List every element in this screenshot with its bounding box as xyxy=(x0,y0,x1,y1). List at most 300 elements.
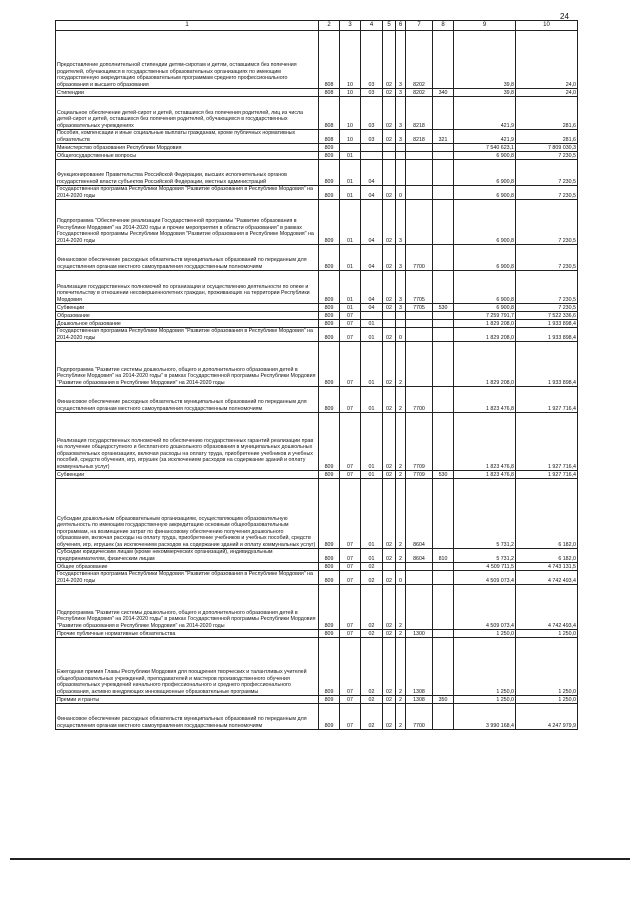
row-cell-c5: 02 xyxy=(383,549,396,563)
header-cell: 2 xyxy=(319,21,340,31)
row-cell-c3: 01 xyxy=(340,160,361,186)
row-cell-c9: 4 509 073,4 xyxy=(454,585,516,630)
row-cell-c4: 01 xyxy=(361,479,383,549)
row-cell-c10: 4 742 493,4 xyxy=(516,571,578,585)
row-cell-c3: 07 xyxy=(340,328,361,342)
row-cell-c3: 10 xyxy=(340,97,361,130)
row-cell-c4 xyxy=(361,312,383,320)
row-cell-c9: 7 259 791,7 xyxy=(454,312,516,320)
row-cell-c5: 02 xyxy=(383,31,396,89)
row-name-cell: Субвенции xyxy=(56,304,319,312)
row-cell-c4 xyxy=(361,152,383,160)
row-name-cell: Общее образование xyxy=(56,563,319,571)
row-cell-c4: 01 xyxy=(361,387,383,413)
header-cell: 3 xyxy=(340,21,361,31)
row-name-cell: Социальное обеспечение детей-сирот и детей, оставшихся без попечения родителей, лиц из числа детей-сирот и детей, оставшихся без попечения родителей, обучающихся в государственных образовательных учреждениях xyxy=(56,97,319,130)
row-cell-c3: 07 xyxy=(340,696,361,704)
row-cell-c6 xyxy=(396,144,406,152)
table-row xyxy=(56,571,578,585)
row-cell-c3: 01 xyxy=(340,200,361,245)
row-cell-c5 xyxy=(383,320,396,328)
row-cell-c2: 809 xyxy=(319,312,340,320)
row-cell-c8: 530 xyxy=(433,471,454,479)
row-cell-c4: 04 xyxy=(361,304,383,312)
row-cell-c9: 1 829 208,0 xyxy=(454,342,516,387)
row-name-cell: Стипендии xyxy=(56,89,319,97)
row-cell-c3: 01 xyxy=(340,271,361,304)
row-cell-c6: 3 xyxy=(396,271,406,304)
row-cell-c10: 24,0 xyxy=(516,31,578,89)
row-cell-c5: 02 xyxy=(383,186,396,200)
row-cell-c7 xyxy=(406,152,433,160)
row-cell-c6: 3 xyxy=(396,31,406,89)
row-cell-c9: 1 829 208,0 xyxy=(454,320,516,328)
row-cell-c6: 2 xyxy=(396,704,406,730)
row-cell-c10: 1 933 898,4 xyxy=(516,320,578,328)
row-cell-c6: 2 xyxy=(396,479,406,549)
row-cell-c8: 340 xyxy=(433,89,454,97)
row-cell-c8 xyxy=(433,563,454,571)
header-cell: 1 xyxy=(56,21,319,31)
row-cell-c2: 809 xyxy=(319,245,340,271)
row-cell-c7: 8202 xyxy=(406,31,433,89)
row-name-cell: Ежегодная премия Главы Республики Мордовия для поощрения творческих и талантливых учителей общеобразовательных учреждений, преподавателей и мастеров производственного обучения образовательных учреждений начального профессионального и среднего профессионального образования, активно внедряющих инновационные образовательные программы xyxy=(56,638,319,696)
row-cell-c5: 02 xyxy=(383,704,396,730)
row-name-cell: Государственная программа Республики Мордовия "Развитие образования в Республике Мордовия" на 2014-2020 годы xyxy=(56,328,319,342)
row-cell-c8 xyxy=(433,160,454,186)
row-cell-c3: 07 xyxy=(340,571,361,585)
row-cell-c6: 2 xyxy=(396,387,406,413)
row-cell-c4: 01 xyxy=(361,413,383,471)
header-cell: 8 xyxy=(433,21,454,31)
row-cell-c8 xyxy=(433,144,454,152)
row-cell-c3: 07 xyxy=(340,630,361,638)
row-cell-c7 xyxy=(406,328,433,342)
table-row xyxy=(56,342,578,387)
row-cell-c7: 7705 xyxy=(406,271,433,304)
header-cell: 7 xyxy=(406,21,433,31)
budget-table xyxy=(55,20,578,730)
row-name-cell: Предоставление дополнительной стипендии детям-сиротам и детям, оставшимся без попечения родителей, обучающимся в государственных образовательных организациях по имеющим государственную аккредитацию образовательным программам среднего профессионального образования и высшего образования xyxy=(56,31,319,89)
row-cell-c6: 2 xyxy=(396,585,406,630)
row-cell-c4: 02 xyxy=(361,704,383,730)
row-name-cell: Государственная программа Республики Мордовия "Развитие образования в Республике Мордовия" на 2014-2020 годы xyxy=(56,186,319,200)
row-cell-c7: 7700 xyxy=(406,704,433,730)
row-cell-c2: 809 xyxy=(319,144,340,152)
row-cell-c8 xyxy=(433,704,454,730)
row-cell-c4: 04 xyxy=(361,160,383,186)
row-cell-c4: 01 xyxy=(361,549,383,563)
row-cell-c7: 8604 xyxy=(406,479,433,549)
row-cell-c8 xyxy=(433,342,454,387)
row-cell-c8: 321 xyxy=(433,130,454,144)
header-cell: 4 xyxy=(361,21,383,31)
row-cell-c3: 07 xyxy=(340,387,361,413)
row-cell-c4: 01 xyxy=(361,320,383,328)
row-cell-c5 xyxy=(383,152,396,160)
row-cell-c2: 809 xyxy=(319,571,340,585)
row-cell-c10: 1 927 716,4 xyxy=(516,471,578,479)
row-cell-c4 xyxy=(361,144,383,152)
row-name-cell: Подпрограмма "Развитие системы дошкольного, общего и дополнительного образования детей в Республике Мордовия" на 2014-2020 годы" в рамках Государственной программы Республики Мордовия "Развитие образования в Республике Мордовия" на 2014-2020 годы xyxy=(56,585,319,630)
row-cell-c7 xyxy=(406,186,433,200)
table-row xyxy=(56,160,578,186)
row-cell-c4: 03 xyxy=(361,31,383,89)
table-row xyxy=(56,479,578,549)
row-cell-c9: 7 540 623,1 xyxy=(454,144,516,152)
table-row xyxy=(56,563,578,571)
row-cell-c8 xyxy=(433,186,454,200)
row-cell-c2: 809 xyxy=(319,638,340,696)
table-row xyxy=(56,144,578,152)
row-cell-c2: 809 xyxy=(319,342,340,387)
row-cell-c10: 7 230,5 xyxy=(516,200,578,245)
row-cell-c10: 7 230,5 xyxy=(516,304,578,312)
table-row xyxy=(56,387,578,413)
row-cell-c3: 07 xyxy=(340,312,361,320)
row-cell-c4: 04 xyxy=(361,245,383,271)
row-cell-c3: 01 xyxy=(340,186,361,200)
row-cell-c5: 02 xyxy=(383,342,396,387)
row-cell-c6: 2 xyxy=(396,342,406,387)
table-row xyxy=(56,320,578,328)
table-row xyxy=(56,152,578,160)
row-cell-c3: 07 xyxy=(340,549,361,563)
row-cell-c4: 03 xyxy=(361,97,383,130)
row-cell-c5 xyxy=(383,144,396,152)
row-cell-c10: 24,0 xyxy=(516,89,578,97)
row-cell-c10: 1 933 898,4 xyxy=(516,328,578,342)
row-cell-c5: 02 xyxy=(383,245,396,271)
row-cell-c9: 39,8 xyxy=(454,89,516,97)
row-cell-c2: 809 xyxy=(319,152,340,160)
row-cell-c9: 1 250,0 xyxy=(454,630,516,638)
row-cell-c5: 02 xyxy=(383,200,396,245)
row-name-cell: Образование xyxy=(56,312,319,320)
row-cell-c10: 1 250,0 xyxy=(516,638,578,696)
row-cell-c3: 07 xyxy=(340,413,361,471)
row-cell-c2: 809 xyxy=(319,160,340,186)
row-cell-c3: 07 xyxy=(340,471,361,479)
row-cell-c5: 02 xyxy=(383,638,396,696)
header-cell: 10 xyxy=(516,21,578,31)
row-cell-c5: 02 xyxy=(383,413,396,471)
row-cell-c8 xyxy=(433,630,454,638)
row-cell-c5: 02 xyxy=(383,89,396,97)
row-cell-c6: 3 xyxy=(396,245,406,271)
row-cell-c6 xyxy=(396,152,406,160)
row-name-cell: Финансовое обеспечение расходных обязательств муниципальных образований по переданным для осуществления органам местного самоуправления государственным полномочиям xyxy=(56,245,319,271)
row-cell-c6: 0 xyxy=(396,186,406,200)
row-cell-c4: 02 xyxy=(361,638,383,696)
row-cell-c6: 3 xyxy=(396,130,406,144)
row-cell-c9: 39,8 xyxy=(454,31,516,89)
row-cell-c10: 7 230,5 xyxy=(516,152,578,160)
table-row xyxy=(56,630,578,638)
row-cell-c2: 809 xyxy=(319,320,340,328)
row-name-cell: Государственная программа Республики Мордовия "Развитие образования в Республике Мордовия" на 2014-2020 годы xyxy=(56,571,319,585)
row-cell-c4: 02 xyxy=(361,630,383,638)
row-cell-c7: 8218 xyxy=(406,130,433,144)
row-cell-c10: 1 933 898,4 xyxy=(516,342,578,387)
row-cell-c8 xyxy=(433,479,454,549)
row-cell-c7: 1308 xyxy=(406,696,433,704)
row-cell-c3: 01 xyxy=(340,304,361,312)
row-cell-c6: 0 xyxy=(396,328,406,342)
row-cell-c9: 6 900,8 xyxy=(454,271,516,304)
row-cell-c10: 4 743 131,5 xyxy=(516,563,578,571)
row-cell-c6: 3 xyxy=(396,97,406,130)
table-row xyxy=(56,328,578,342)
row-cell-c8 xyxy=(433,320,454,328)
row-cell-c5: 02 xyxy=(383,479,396,549)
row-cell-c6 xyxy=(396,312,406,320)
row-cell-c5: 02 xyxy=(383,130,396,144)
table-row xyxy=(56,585,578,630)
row-cell-c7 xyxy=(406,585,433,630)
row-cell-c2: 809 xyxy=(319,200,340,245)
row-cell-c3: 07 xyxy=(340,320,361,328)
row-cell-c7 xyxy=(406,320,433,328)
row-cell-c7: 7705 xyxy=(406,304,433,312)
table-row xyxy=(56,97,578,130)
row-cell-c8 xyxy=(433,328,454,342)
row-cell-c2: 808 xyxy=(319,31,340,89)
row-name-cell: Субвенции xyxy=(56,471,319,479)
row-cell-c4: 04 xyxy=(361,271,383,304)
row-cell-c3: 07 xyxy=(340,638,361,696)
table-row xyxy=(56,304,578,312)
row-cell-c2: 809 xyxy=(319,413,340,471)
row-cell-c9: 1 250,0 xyxy=(454,638,516,696)
row-cell-c9: 1 250,0 xyxy=(454,696,516,704)
row-cell-c8 xyxy=(433,152,454,160)
row-cell-c8 xyxy=(433,413,454,471)
header-cell: 6 xyxy=(396,21,406,31)
row-cell-c3: 07 xyxy=(340,342,361,387)
table-row xyxy=(56,186,578,200)
header-cell: 5 xyxy=(383,21,396,31)
row-name-cell: Дошкольное образование xyxy=(56,320,319,328)
row-cell-c2: 809 xyxy=(319,387,340,413)
row-cell-c8: 530 xyxy=(433,304,454,312)
row-cell-c2: 809 xyxy=(319,696,340,704)
row-cell-c10: 1 250,0 xyxy=(516,630,578,638)
row-cell-c7: 7709 xyxy=(406,471,433,479)
table-row xyxy=(56,704,578,730)
row-cell-c7: 1308 xyxy=(406,638,433,696)
budget-table-sheet xyxy=(55,20,577,730)
row-cell-c10: 6 182,0 xyxy=(516,479,578,549)
row-name-cell: Прочие публичные нормативные обязательства xyxy=(56,630,319,638)
row-name-cell: Субсидии дошкольным образовательным организациям, осуществляющим образовательную деятельность по имеющим государственную аккредитацию основным общеобразовательным программам, на возмещение затрат по финансовому обеспечению получения дошкольного образования, включая расходы на оплату труда, приобретение учебников и учебных пособий, средств обучения, игр, игрушек (за исключением расходов на содержание зданий и оплату коммунальных услуг) xyxy=(56,479,319,549)
row-cell-c6: 2 xyxy=(396,638,406,696)
row-cell-c3: 10 xyxy=(340,130,361,144)
table-row xyxy=(56,549,578,563)
row-cell-c6: 2 xyxy=(396,549,406,563)
row-cell-c8 xyxy=(433,271,454,304)
row-cell-c8 xyxy=(433,200,454,245)
table-row xyxy=(56,413,578,471)
row-cell-c6: 3 xyxy=(396,304,406,312)
row-cell-c9: 1 823 476,8 xyxy=(454,413,516,471)
row-cell-c3: 10 xyxy=(340,31,361,89)
row-cell-c7: 7700 xyxy=(406,387,433,413)
row-cell-c9: 1 823 476,8 xyxy=(454,387,516,413)
row-cell-c2: 809 xyxy=(319,585,340,630)
row-name-cell: Реализация государственных полномочий по обеспечению государственных гарантий реализации прав на получение общедоступного и бесплатного дошкольного образования в муниципальных дошкольных образовательных организациях, включая расходы на оплату труда, приобретение учебников и учебных пособий, средств обучения, игр, игрушек (за исключением расходов на содержание зданий и оплату коммунальных услуг) xyxy=(56,413,319,471)
row-cell-c4: 03 xyxy=(361,89,383,97)
row-cell-c5: 02 xyxy=(383,387,396,413)
row-cell-c7 xyxy=(406,342,433,387)
row-cell-c8 xyxy=(433,387,454,413)
row-cell-c8 xyxy=(433,312,454,320)
row-cell-c7: 1300 xyxy=(406,630,433,638)
row-cell-c9: 5 731,2 xyxy=(454,549,516,563)
row-cell-c5: 02 xyxy=(383,471,396,479)
row-cell-c2: 808 xyxy=(319,130,340,144)
row-cell-c10: 7 230,5 xyxy=(516,271,578,304)
row-cell-c5 xyxy=(383,312,396,320)
row-name-cell: Премии и гранты xyxy=(56,696,319,704)
row-cell-c7 xyxy=(406,200,433,245)
row-cell-c2: 808 xyxy=(319,97,340,130)
row-cell-c4: 02 xyxy=(361,585,383,630)
row-cell-c5 xyxy=(383,563,396,571)
row-name-cell: Пособия, компенсации и иные социальные выплаты гражданам, кроме публичных нормативных обязательств xyxy=(56,130,319,144)
row-cell-c10: 7 522 336,6 xyxy=(516,312,578,320)
row-cell-c8 xyxy=(433,571,454,585)
table-row xyxy=(56,89,578,97)
table-row xyxy=(56,696,578,704)
row-cell-c10: 7 809 030,3 xyxy=(516,144,578,152)
row-cell-c9: 1 829 208,0 xyxy=(454,328,516,342)
row-cell-c4: 03 xyxy=(361,130,383,144)
row-cell-c5: 02 xyxy=(383,696,396,704)
row-cell-c3: 01 xyxy=(340,245,361,271)
row-cell-c3: 07 xyxy=(340,563,361,571)
row-cell-c3 xyxy=(340,144,361,152)
row-cell-c7 xyxy=(406,312,433,320)
row-cell-c7: 8202 xyxy=(406,89,433,97)
row-cell-c10: 7 230,5 xyxy=(516,186,578,200)
row-cell-c8: 810 xyxy=(433,549,454,563)
row-name-cell: Подпрограмма "Обеспечение реализации Государственной программы "Развитие образования в Республике Мордовия" на 2014-2020 годы и прочие мероприятия в области образования" в рамках Государственной программы Республики Мордовия "Развитие образования в Республике Мордовия" на 2014-2020 годы xyxy=(56,200,319,245)
row-cell-c9: 6 900,8 xyxy=(454,245,516,271)
row-cell-c5: 02 xyxy=(383,630,396,638)
row-cell-c8 xyxy=(433,31,454,89)
row-name-cell: Финансовое обеспечение расходных обязательств муниципальных образований по переданным для осуществления органам местного самоуправления государственным полномочиям xyxy=(56,704,319,730)
row-cell-c8 xyxy=(433,638,454,696)
table-row xyxy=(56,200,578,245)
page-number: 24 xyxy=(560,12,569,21)
row-cell-c9: 6 900,8 xyxy=(454,304,516,312)
row-cell-c4: 01 xyxy=(361,471,383,479)
row-cell-c10: 1 250,0 xyxy=(516,696,578,704)
row-cell-c9: 421,9 xyxy=(454,97,516,130)
row-name-cell: Финансовое обеспечение расходных обязательств муниципальных образований по переданным для осуществления органам местного самоуправления государственным полномочиям xyxy=(56,387,319,413)
row-cell-c6: 2 xyxy=(396,630,406,638)
row-cell-c6: 3 xyxy=(396,89,406,97)
row-cell-c4: 02 xyxy=(361,563,383,571)
row-cell-c3: 10 xyxy=(340,89,361,97)
row-cell-c2: 809 xyxy=(319,630,340,638)
row-cell-c7: 7709 xyxy=(406,413,433,471)
row-name-cell: Министерство образования Республики Мордовия xyxy=(56,144,319,152)
row-cell-c5: 02 xyxy=(383,328,396,342)
row-cell-c6: 2 xyxy=(396,413,406,471)
row-cell-c5: 02 xyxy=(383,585,396,630)
row-cell-c4: 04 xyxy=(361,186,383,200)
row-cell-c10: 7 230,5 xyxy=(516,245,578,271)
row-cell-c4: 01 xyxy=(361,328,383,342)
row-cell-c2: 809 xyxy=(319,328,340,342)
row-cell-c6 xyxy=(396,160,406,186)
row-cell-c7: 8218 xyxy=(406,97,433,130)
row-name-cell: Подпрограмма "Развитие системы дошкольного, общего и дополнительного образования детей в Республике Мордовия" на 2014-2020 годы" в рамках Государственной программы Республики Мордовия "Развитие образования в Республике Мордовия" на 2014-2020 годы xyxy=(56,342,319,387)
row-cell-c7 xyxy=(406,144,433,152)
row-cell-c6 xyxy=(396,563,406,571)
row-cell-c8 xyxy=(433,585,454,630)
row-name-cell: Субсидии юридическим лицам (кроме некоммерческих организаций), индивидуальным предпринимателям, физическим лицам xyxy=(56,549,319,563)
row-cell-c10: 4 247 979,9 xyxy=(516,704,578,730)
row-name-cell: Общегосударственные вопросы xyxy=(56,152,319,160)
row-cell-c6: 2 xyxy=(396,696,406,704)
row-cell-c4: 02 xyxy=(361,696,383,704)
row-cell-c10: 1 927 716,4 xyxy=(516,387,578,413)
row-cell-c6: 3 xyxy=(396,200,406,245)
bottom-rule xyxy=(10,858,630,860)
row-cell-c9: 6 900,8 xyxy=(454,186,516,200)
row-cell-c5: 02 xyxy=(383,271,396,304)
row-cell-c5: 02 xyxy=(383,304,396,312)
row-cell-c2: 809 xyxy=(319,304,340,312)
row-cell-c10: 281,6 xyxy=(516,97,578,130)
table-row xyxy=(56,130,578,144)
row-cell-c9: 6 900,8 xyxy=(454,152,516,160)
row-cell-c4: 02 xyxy=(361,571,383,585)
row-cell-c7: 7700 xyxy=(406,245,433,271)
row-name-cell: Реализация государственных полномочий по организации и осуществлению деятельности по опеке и попечительству в отношении несовершеннолетних граждан, проживающих на территории Республики Мордовия xyxy=(56,271,319,304)
row-cell-c2: 808 xyxy=(319,89,340,97)
row-cell-c8: 350 xyxy=(433,696,454,704)
row-cell-c10: 4 742 493,4 xyxy=(516,585,578,630)
row-cell-c4: 01 xyxy=(361,342,383,387)
table-row xyxy=(56,245,578,271)
row-cell-c9: 4 509 073,4 xyxy=(454,571,516,585)
row-cell-c7 xyxy=(406,571,433,585)
row-cell-c8 xyxy=(433,97,454,130)
row-cell-c3: 07 xyxy=(340,585,361,630)
row-cell-c3: 01 xyxy=(340,152,361,160)
row-cell-c9: 6 900,8 xyxy=(454,160,516,186)
row-cell-c7 xyxy=(406,160,433,186)
row-cell-c5: 02 xyxy=(383,571,396,585)
row-cell-c9: 421,9 xyxy=(454,130,516,144)
table-row xyxy=(56,471,578,479)
row-cell-c9: 4 509 711,5 xyxy=(454,563,516,571)
header-cell: 9 xyxy=(454,21,516,31)
row-cell-c7 xyxy=(406,563,433,571)
row-cell-c10: 6 182,0 xyxy=(516,549,578,563)
row-cell-c2: 809 xyxy=(319,479,340,549)
row-name-cell: Функционирование Правительства Российской Федерации, высших исполнительных органов государственной власти субъектов Российской Федерации, местных администраций xyxy=(56,160,319,186)
row-cell-c2: 809 xyxy=(319,471,340,479)
table-header-row xyxy=(56,21,578,31)
row-cell-c8 xyxy=(433,245,454,271)
row-cell-c5: 02 xyxy=(383,97,396,130)
row-cell-c3: 07 xyxy=(340,704,361,730)
